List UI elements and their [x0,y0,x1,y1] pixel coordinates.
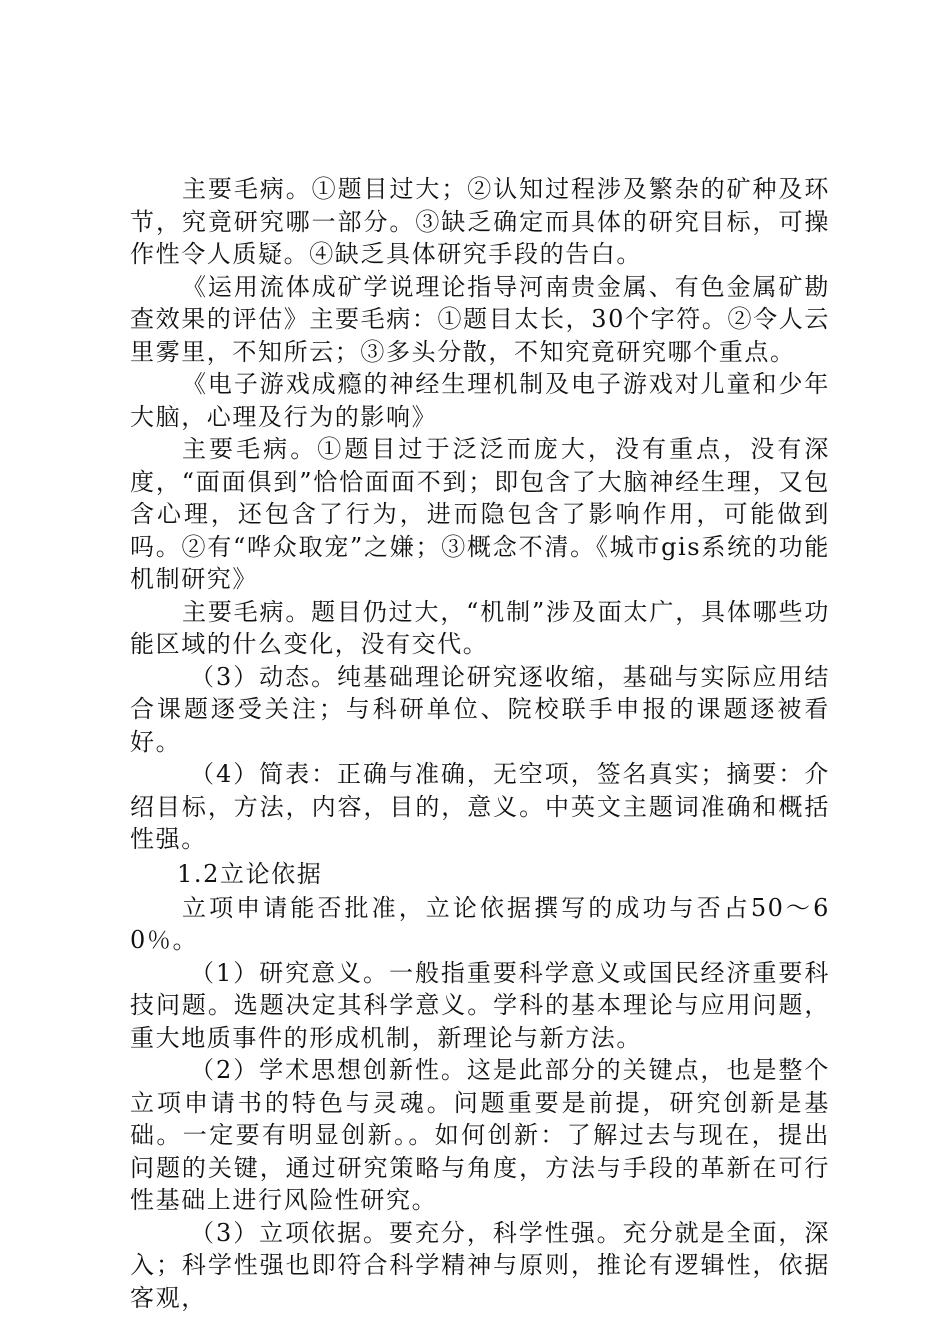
paragraph: （3）动态。纯基础理论研究逐收缩，基础与实际应用结合课题逐受关注；与科研单位、院校联手申报的课题逐被看好。 [130,662,830,756]
paragraph: 主要毛病。①题目过于泛泛而庞大，没有重点，没有深度，“面面俱到”恰恰面面不到；即包含了大脑神经生理，又包含心理，还包含了行为，进而隐包含了影响作用，可能做到吗。②有“哗众取宠”之嫌；③概念不清。《城市gis系统的功能机制研究》 [130,435,830,593]
paragraph: （4）简表：正确与准确，无空项，签名真实；摘要：介绍目标，方法，内容，目的，意义。中英文主题词准确和概括性强。 [130,760,830,853]
paragraph: （3）立项依据。要充分，科学性强。充分就是全面，深入；科学性强也即符合科学精神与原则，推论有逻辑性，依据客观， [130,1218,830,1312]
paragraph: （2）学术思想创新性。这是此部分的关键点，也是整个立项申请书的特色与灵魂。问题重要是前提，研究创新是基础。一定要有明显创新。。如何创新：了解过去与现在，提出问题的关键，通过研究策略与角度，方法与手段的革新在可行性基础上进行风险性研究。 [130,1056,830,1214]
document-page [130,173,830,1314]
section-heading: 1.2立论依据 [177,859,323,888]
paragraph: 立项申请能否批准，立论依据撰写的成功与否占50～60％。 [130,893,830,954]
paragraph: 主要毛病。题目仍过大，“机制”涉及面太广，具体哪些功能区域的什么变化，没有交代。 [130,597,830,658]
paragraph: 《电子游戏成瘾的神经生理机制及电子游戏对儿童和少年大脑，心理及行为的影响》 [130,370,830,431]
paragraph: 《运用流体成矿学说理论指导河南贵金属、有色金属矿勘查效果的评估》主要毛病：①题目太长，30个字符。②令人云里雾里，不知所云；③多头分散，不知究竟研究哪个重点。 [130,272,830,366]
paragraph: （1）研究意义。一般指重要科学意义或国民经济重要科技问题。选题决定其科学意义。学科的基本理论与应用问题，重大地质事件的形成机制，新理论与新方法。 [130,958,830,1052]
paragraph: 主要毛病。①题目过大；②认知过程涉及繁杂的矿种及环节，究竟研究哪一部分。③缺乏确定而具体的研究目标，可操作性令人质疑。④缺乏具体研究手段的告白。 [130,175,830,268]
